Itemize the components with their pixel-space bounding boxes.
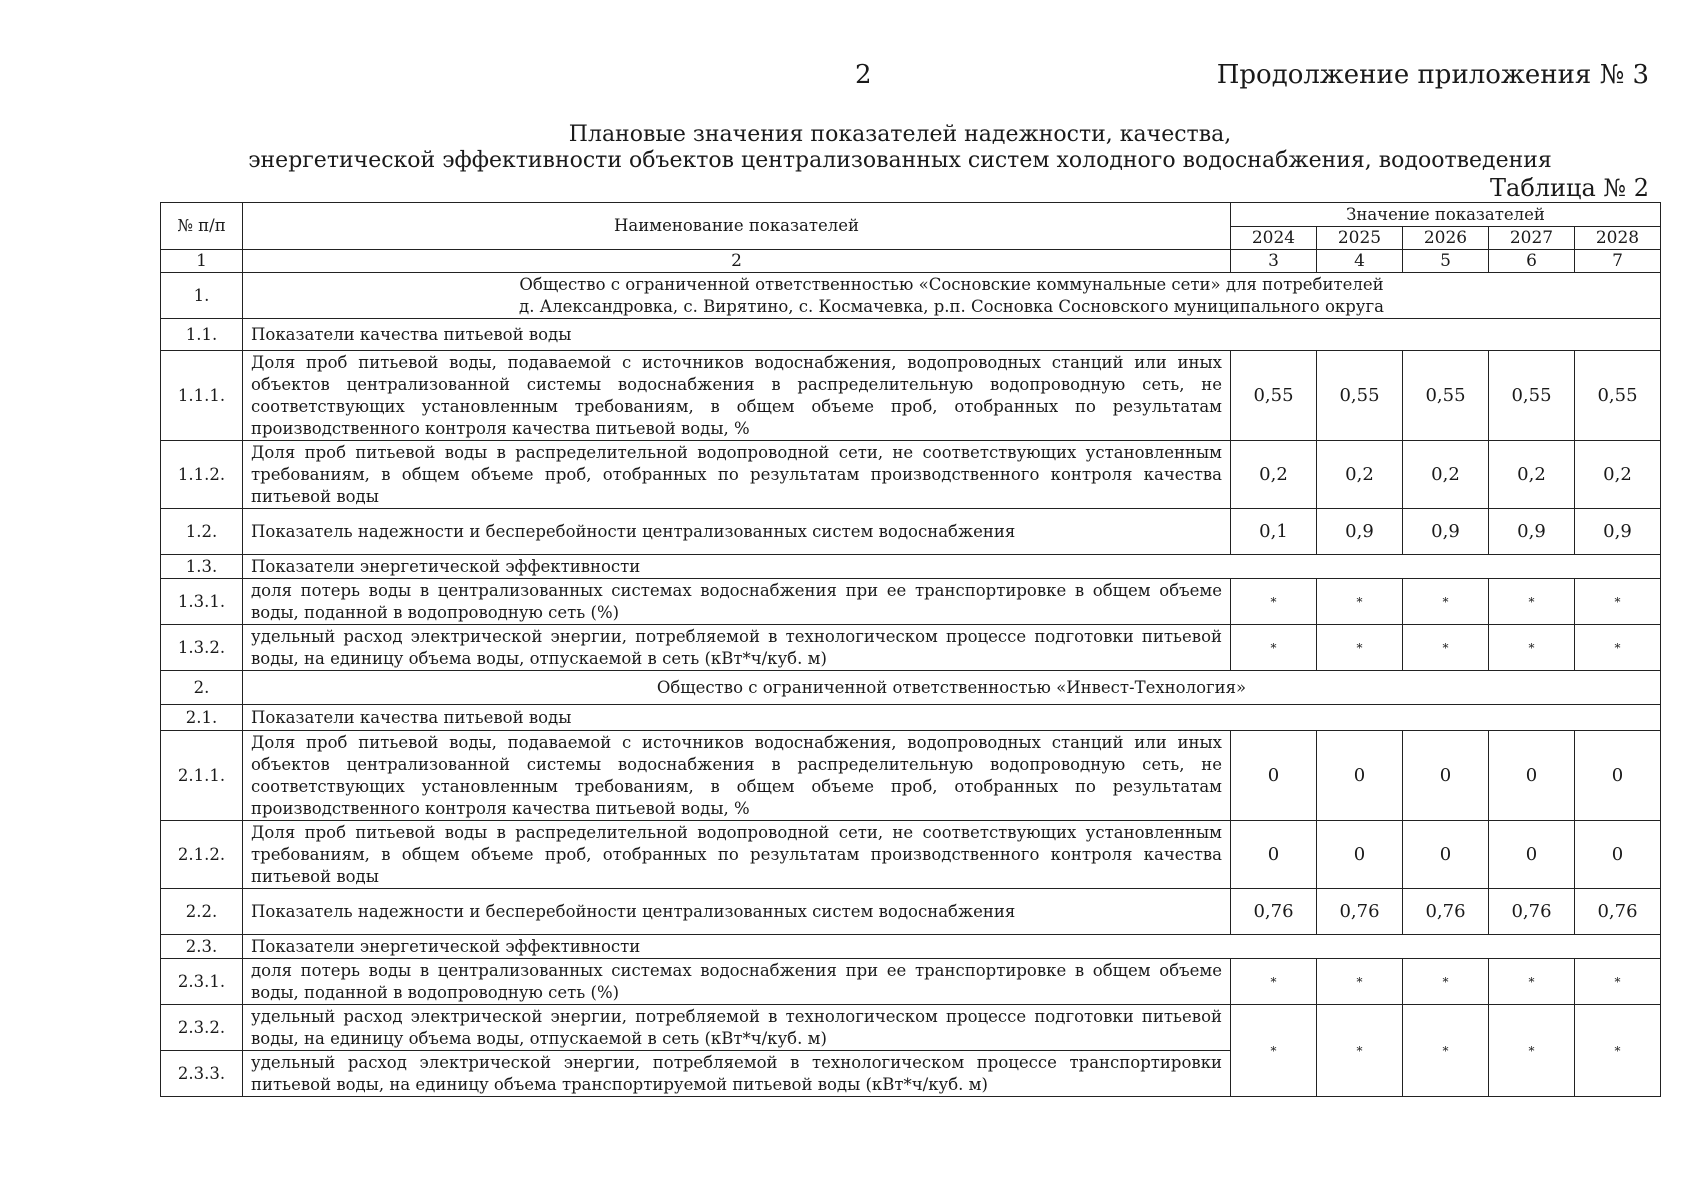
row-number: 1.1.2. (161, 441, 243, 509)
section-row (161, 555, 1661, 579)
organization-name: Общество с ограниченной ответственностью «Инвест-Технология» (243, 671, 1661, 705)
row-number: 2.3. (161, 935, 243, 959)
year-cell: 2025 (1317, 227, 1403, 250)
value-cell: 0,2 (1317, 441, 1403, 509)
value-cell: * (1403, 1005, 1489, 1097)
index-cell: 6 (1489, 250, 1575, 273)
row-number: 1.2. (161, 509, 243, 555)
index-cell: 7 (1575, 250, 1661, 273)
indicator-row (161, 579, 1661, 625)
index-cell: 3 (1231, 250, 1317, 273)
section-name: Показатели качества питьевой воды (243, 705, 1661, 731)
row-number: 2.2. (161, 889, 243, 935)
indicator-row (161, 731, 1661, 821)
row-number: 2. (161, 671, 243, 705)
indicator-row (161, 625, 1661, 671)
value-cell: * (1403, 579, 1489, 625)
year-cell: 2024 (1231, 227, 1317, 250)
value-cell: 0,2 (1403, 441, 1489, 509)
value-cell: 0,55 (1231, 351, 1317, 441)
value-cell: 0,9 (1317, 509, 1403, 555)
value-cell: * (1231, 1005, 1317, 1097)
indicator-row (161, 821, 1661, 889)
indicator-name: Доля проб питьевой воды в распределительной водопроводной сети, не соответствующих установленным требованиям, в общем объеме проб, отобранных по результатам производственного контроля качества питьевой воды (243, 821, 1231, 889)
value-cell: 0,76 (1403, 889, 1489, 935)
value-cell: 0 (1231, 731, 1317, 821)
indicator-row (161, 441, 1661, 509)
value-cell: * (1575, 1005, 1661, 1097)
value-cell: 0,55 (1317, 351, 1403, 441)
row-number: 2.1. (161, 705, 243, 731)
organization-line-1: Общество с ограниченной ответственностью «Сосновские коммунальные сети» для потребителей (519, 274, 1384, 294)
value-cell: * (1231, 579, 1317, 625)
row-number: 1.1.1. (161, 351, 243, 441)
index-cell: 4 (1317, 250, 1403, 273)
value-cell: 0,76 (1231, 889, 1317, 935)
row-number: 2.1.1. (161, 731, 243, 821)
organization-name (243, 273, 1661, 319)
value-cell: * (1575, 579, 1661, 625)
section-name: Показатели энергетической эффективности (243, 555, 1661, 579)
value-cell: * (1231, 959, 1317, 1005)
indicator-name: Показатель надежности и бесперебойности централизованных систем водоснабжения (243, 889, 1231, 935)
organization-row (161, 273, 1661, 319)
index-cell: 2 (243, 250, 1231, 273)
value-cell: 0,76 (1489, 889, 1575, 935)
value-cell: 0,76 (1317, 889, 1403, 935)
value-cell: 0,9 (1575, 509, 1661, 555)
index-cell: 5 (1403, 250, 1489, 273)
indicator-name: Доля проб питьевой воды, подаваемой с источников водоснабжения, водопроводных станций или иных объектов централизованной системы водоснабжения в распределительную водопроводную сеть, не соответствующих установленным требованиям, в общем объеме проб, отобранных по результатам производственного контроля качества питьевой воды, % (243, 731, 1231, 821)
value-cell: 0 (1575, 821, 1661, 889)
year-cell: 2027 (1489, 227, 1575, 250)
value-cell: * (1231, 625, 1317, 671)
value-cell: 0 (1489, 821, 1575, 889)
row-number: 1. (161, 273, 243, 319)
value-cell: * (1489, 625, 1575, 671)
header-name: Наименование показателей (243, 203, 1231, 250)
indicator-row (161, 509, 1661, 555)
row-number: 2.3.1. (161, 959, 243, 1005)
value-cell: * (1489, 959, 1575, 1005)
section-name: Показатели качества питьевой воды (243, 319, 1661, 351)
table-label: Таблица № 2 (1490, 174, 1649, 202)
value-cell: 0,55 (1575, 351, 1661, 441)
row-number: 2.1.2. (161, 821, 243, 889)
value-cell: * (1575, 959, 1661, 1005)
value-cell: * (1317, 579, 1403, 625)
value-cell: 0,1 (1231, 509, 1317, 555)
header-num: № п/п (161, 203, 243, 250)
year-cell: 2026 (1403, 227, 1489, 250)
organization-row (161, 671, 1661, 705)
value-cell: 0,2 (1489, 441, 1575, 509)
indicator-name: Показатель надежности и бесперебойности централизованных систем водоснабжения (243, 509, 1231, 555)
value-cell: 0,9 (1403, 509, 1489, 555)
continuation-label: Продолжение приложения № 3 (1216, 60, 1649, 90)
value-cell: 0 (1575, 731, 1661, 821)
indicator-name: доля потерь воды в централизованных системах водоснабжения при ее транспортировке в общем объеме воды, поданной в водопроводную сеть (%) (243, 959, 1231, 1005)
title-line-1: Плановые значения показателей надежности, качества, (568, 122, 1232, 147)
indicator-name: доля потерь воды в централизованных системах водоснабжения при ее транспортировке в общем объеме воды, поданной в водопроводную сеть (%) (243, 579, 1231, 625)
row-number: 2.3.2. (161, 1005, 243, 1051)
year-cell: 2028 (1575, 227, 1661, 250)
value-cell: 0,2 (1575, 441, 1661, 509)
value-cell: 0,55 (1489, 351, 1575, 441)
header-values: Значение показателей (1231, 203, 1661, 227)
value-cell: * (1403, 959, 1489, 1005)
value-cell: 0 (1231, 821, 1317, 889)
section-name: Показатели энергетической эффективности (243, 935, 1661, 959)
organization-line-2: д. Александровка, с. Вирятино, с. Космачевка, р.п. Сосновка Сосновского муниципального округа (519, 296, 1384, 316)
section-row (161, 935, 1661, 959)
row-number: 1.3. (161, 555, 243, 579)
row-number: 2.3.3. (161, 1051, 243, 1097)
indicator-row (161, 959, 1661, 1005)
value-cell: * (1317, 1005, 1403, 1097)
indicator-name: удельный расход электрической энергии, потребляемой в технологическом процессе подготовки питьевой воды, на единицу объема воды, отпускаемой в сеть (кВт*ч/куб. м) (243, 1005, 1231, 1051)
row-number: 1.3.1. (161, 579, 243, 625)
row-number: 1.1. (161, 319, 243, 351)
section-row (161, 319, 1661, 351)
indicator-name: удельный расход электрической энергии, потребляемой в технологическом процессе подготовки питьевой воды, на единицу объема воды, отпускаемой в сеть (кВт*ч/куб. м) (243, 625, 1231, 671)
value-cell: * (1489, 1005, 1575, 1097)
indicator-name: удельный расход электрической энергии, потребляемой в технологическом процессе транспортировки питьевой воды, на единицу объема транспортируемой питьевой воды (кВт*ч/куб. м) (243, 1051, 1231, 1097)
value-cell: 0,2 (1231, 441, 1317, 509)
value-cell: * (1489, 579, 1575, 625)
indicators-table (160, 202, 1661, 1097)
indicator-row (161, 1005, 1661, 1051)
row-number: 1.3.2. (161, 625, 243, 671)
value-cell: 0 (1317, 821, 1403, 889)
section-row (161, 705, 1661, 731)
value-cell: 0 (1403, 821, 1489, 889)
value-cell: 0 (1403, 731, 1489, 821)
value-cell: 0 (1489, 731, 1575, 821)
indicator-row (161, 351, 1661, 441)
indicator-row (161, 889, 1661, 935)
document-title (150, 122, 1650, 174)
page-number: 2 (855, 60, 872, 90)
value-cell: * (1575, 625, 1661, 671)
value-cell: * (1403, 625, 1489, 671)
index-cell: 1 (161, 250, 243, 273)
indicator-name: Доля проб питьевой воды в распределительной водопроводной сети, не соответствующих установленным требованиям, в общем объеме проб, отобранных по результатам производственного контроля качества питьевой воды (243, 441, 1231, 509)
value-cell: * (1317, 959, 1403, 1005)
title-line-2: энергетической эффективности объектов централизованных систем холодного водоснабжения, водоотведения (248, 148, 1552, 173)
column-index-row (161, 250, 1661, 273)
value-cell: 0 (1317, 731, 1403, 821)
indicator-name: Доля проб питьевой воды, подаваемой с источников водоснабжения, водопроводных станций или иных объектов централизованной системы водоснабжения в распределительную водопроводную сеть, не соответствующих установленным требованиям, в общем объеме проб, отобранных по результатам производственного контроля качества питьевой воды, % (243, 351, 1231, 441)
value-cell: * (1317, 625, 1403, 671)
value-cell: 0,76 (1575, 889, 1661, 935)
value-cell: 0,9 (1489, 509, 1575, 555)
value-cell: 0,55 (1403, 351, 1489, 441)
table-header-row (161, 203, 1661, 227)
